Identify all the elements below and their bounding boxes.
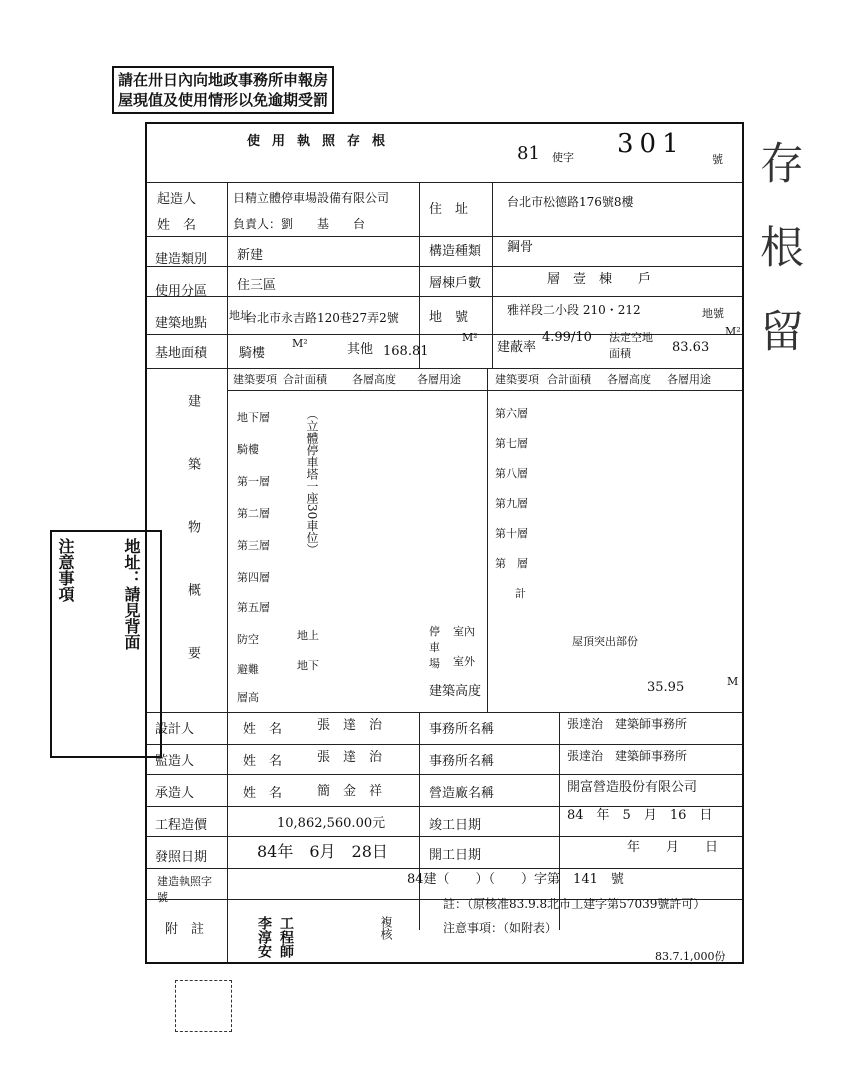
unit-m: M [727,675,739,688]
label-building-summary: 建築物概要 [185,394,200,709]
col-floor-right: 建築要項 [495,373,539,386]
label-zone: 使用分區 [155,284,208,299]
permit-form [145,122,744,964]
label-site: 建築地點 [155,316,208,331]
building-height: 35.95 [647,680,685,695]
label-coverage: 建蔽率 [497,340,537,355]
label-builder: 起造人 [157,192,197,207]
floor-right-3: 第九層 [495,497,528,510]
zone-value: 住三區 [237,278,277,293]
start-date: 年 月 日 [627,840,719,855]
floors-value: 層 壹 棟 戶 [547,272,652,287]
unit-m2: M² [462,331,478,344]
form-footer: 83.7.1,000份 [655,950,726,963]
label-lot: 地 號 [429,310,469,325]
label-outdoor: 室外 [453,655,475,668]
floor-right-1: 第七層 [495,437,528,450]
permit-number-suffix: 號 [712,153,723,166]
label-builder-name: 姓 名 [157,218,197,233]
permit-number-field: 84建（ ）（ ）字第 141 號 [407,872,624,887]
label-cost: 工程造價 [155,818,208,833]
permit-year: 81 [517,143,540,164]
floor-right-total: 計 [515,587,526,600]
col-floor: 建築要項 [233,373,277,386]
under-ground: 地下 [297,659,319,672]
floor-right-4: 第十層 [495,527,528,540]
label-building-height: 建築高度 [429,684,482,699]
label-address: 住 址 [429,202,469,217]
site-mark: 地址 [229,309,251,322]
vertical-note: （立體停車塔一座30車位） [305,408,319,556]
floor-left-6: 第五層 [237,601,270,614]
label-finish: 竣工日期 [429,818,482,833]
company-rep: 負責人：劉 基 台 [233,217,366,231]
unit-m2: M² [292,337,308,350]
col-area-right: 合計面積 [547,373,591,386]
label-other: 其他 [347,342,374,357]
firm-name: 開富營造股份有限公司 [567,780,698,795]
label-supervisor-office: 事務所名稱 [429,754,495,769]
engineer-stamp: 工程師 [278,916,294,958]
label-legal-open: 法定空地面積 [609,331,653,360]
floor-left-8: 避難 [237,663,259,676]
label-remarks: 附 註 [165,922,205,937]
label-supervisor: 監造人 [155,754,195,769]
label-parking: 停車場 [429,625,440,670]
other-area: 168.81 [383,344,429,359]
floor-left-9: 層高 [237,691,259,704]
structure-type: 鋼骨 [507,240,534,255]
permit-word: 使字 [552,151,574,164]
build-type: 新建 [237,248,264,263]
label-contractor: 承造人 [155,786,195,801]
floor-right-0: 第六層 [495,407,528,420]
owner-address: 台北市松德路176號8樓 [507,195,634,209]
supervisor-name: 張 達 治 [317,750,383,765]
legal-open-area: 83.63 [672,340,710,355]
supervisor-office: 張達治 建築師事務所 [567,749,688,763]
floor-left-0: 地下層 [237,411,270,424]
page-title: 使用執照存根 [247,134,398,149]
designer-office: 張達治 建築師事務所 [567,717,688,731]
floor-right-5: 第 層 [495,557,528,570]
label-issue: 發照日期 [155,850,208,865]
finish-date: 84 年 5 月 16 日 [567,808,713,823]
floor-left-5: 第四層 [237,571,270,584]
site-address: 台北市永吉路120巷27弄2號 [245,311,399,325]
col-use-right: 各層用途 [667,373,711,386]
margin-handwriting: 存根留 [752,140,803,392]
lot-suffix: 地號 [702,307,724,320]
label-arcade: 騎樓 [239,346,266,361]
engineer-name: 李淳安 [256,916,272,958]
label-permit: 建造執照字號 [157,875,212,904]
col-area: 合計面積 [283,373,327,386]
cost-value: 10,862,560.00元 [277,816,386,831]
label-contractor-name: 姓 名 [243,786,283,801]
issue-date: 84年 6月 28日 [257,842,388,861]
side-stamp: 地址：請見背面 注意事項 [50,530,162,758]
permit-number: 301 [617,129,685,159]
contractor-name: 簡 金 祥 [317,784,383,799]
label-designer: 設計人 [155,722,195,737]
label-start: 開工日期 [429,848,482,863]
coverage-value: 4.99/10 [542,330,592,345]
label-area: 基地面積 [155,346,208,361]
notice-stamp: 請在卅日內向地政事務所申報房 屋現值及使用情形以免逾期受罰 [112,66,334,114]
floor-left-4: 第三層 [237,539,270,552]
above-ground: 地上 [297,629,319,642]
designer-name: 張 達 治 [317,718,383,733]
remark-2: 注意事項：（如附表） [443,921,558,935]
floor-right-2: 第八層 [495,467,528,480]
seal-stamp [175,980,232,1032]
company-name: 日精立體停車場設備有限公司 [233,191,390,205]
label-structure: 構造種類 [429,244,482,259]
label-firm: 營造廠名稱 [429,786,495,801]
floor-left-7: 防空 [237,633,259,646]
floor-left-3: 第二層 [237,507,270,520]
col-height: 各層高度 [352,373,396,386]
label-floors: 層棟戶數 [429,276,482,291]
col-height-right: 各層高度 [607,373,651,386]
review-stamp: 複核 [379,916,393,940]
label-indoor: 室內 [453,625,475,638]
floor-left-2: 第一層 [237,475,270,488]
label-designer-office: 事務所名稱 [429,722,495,737]
label-build-type: 建造類別 [155,252,208,267]
label-supervisor-name: 姓 名 [243,754,283,769]
lot-number: 雅祥段二小段 210・212 [507,303,641,317]
label-designer-name: 姓 名 [243,722,283,737]
label-roof: 屋頂突出部份 [572,635,638,648]
col-use: 各層用途 [417,373,461,386]
floor-left-1: 騎樓 [237,443,259,456]
remark-1: 註：（原核准83.9.8北市工建字第57039號許可） [443,897,706,911]
unit-m2: M² [725,325,741,338]
